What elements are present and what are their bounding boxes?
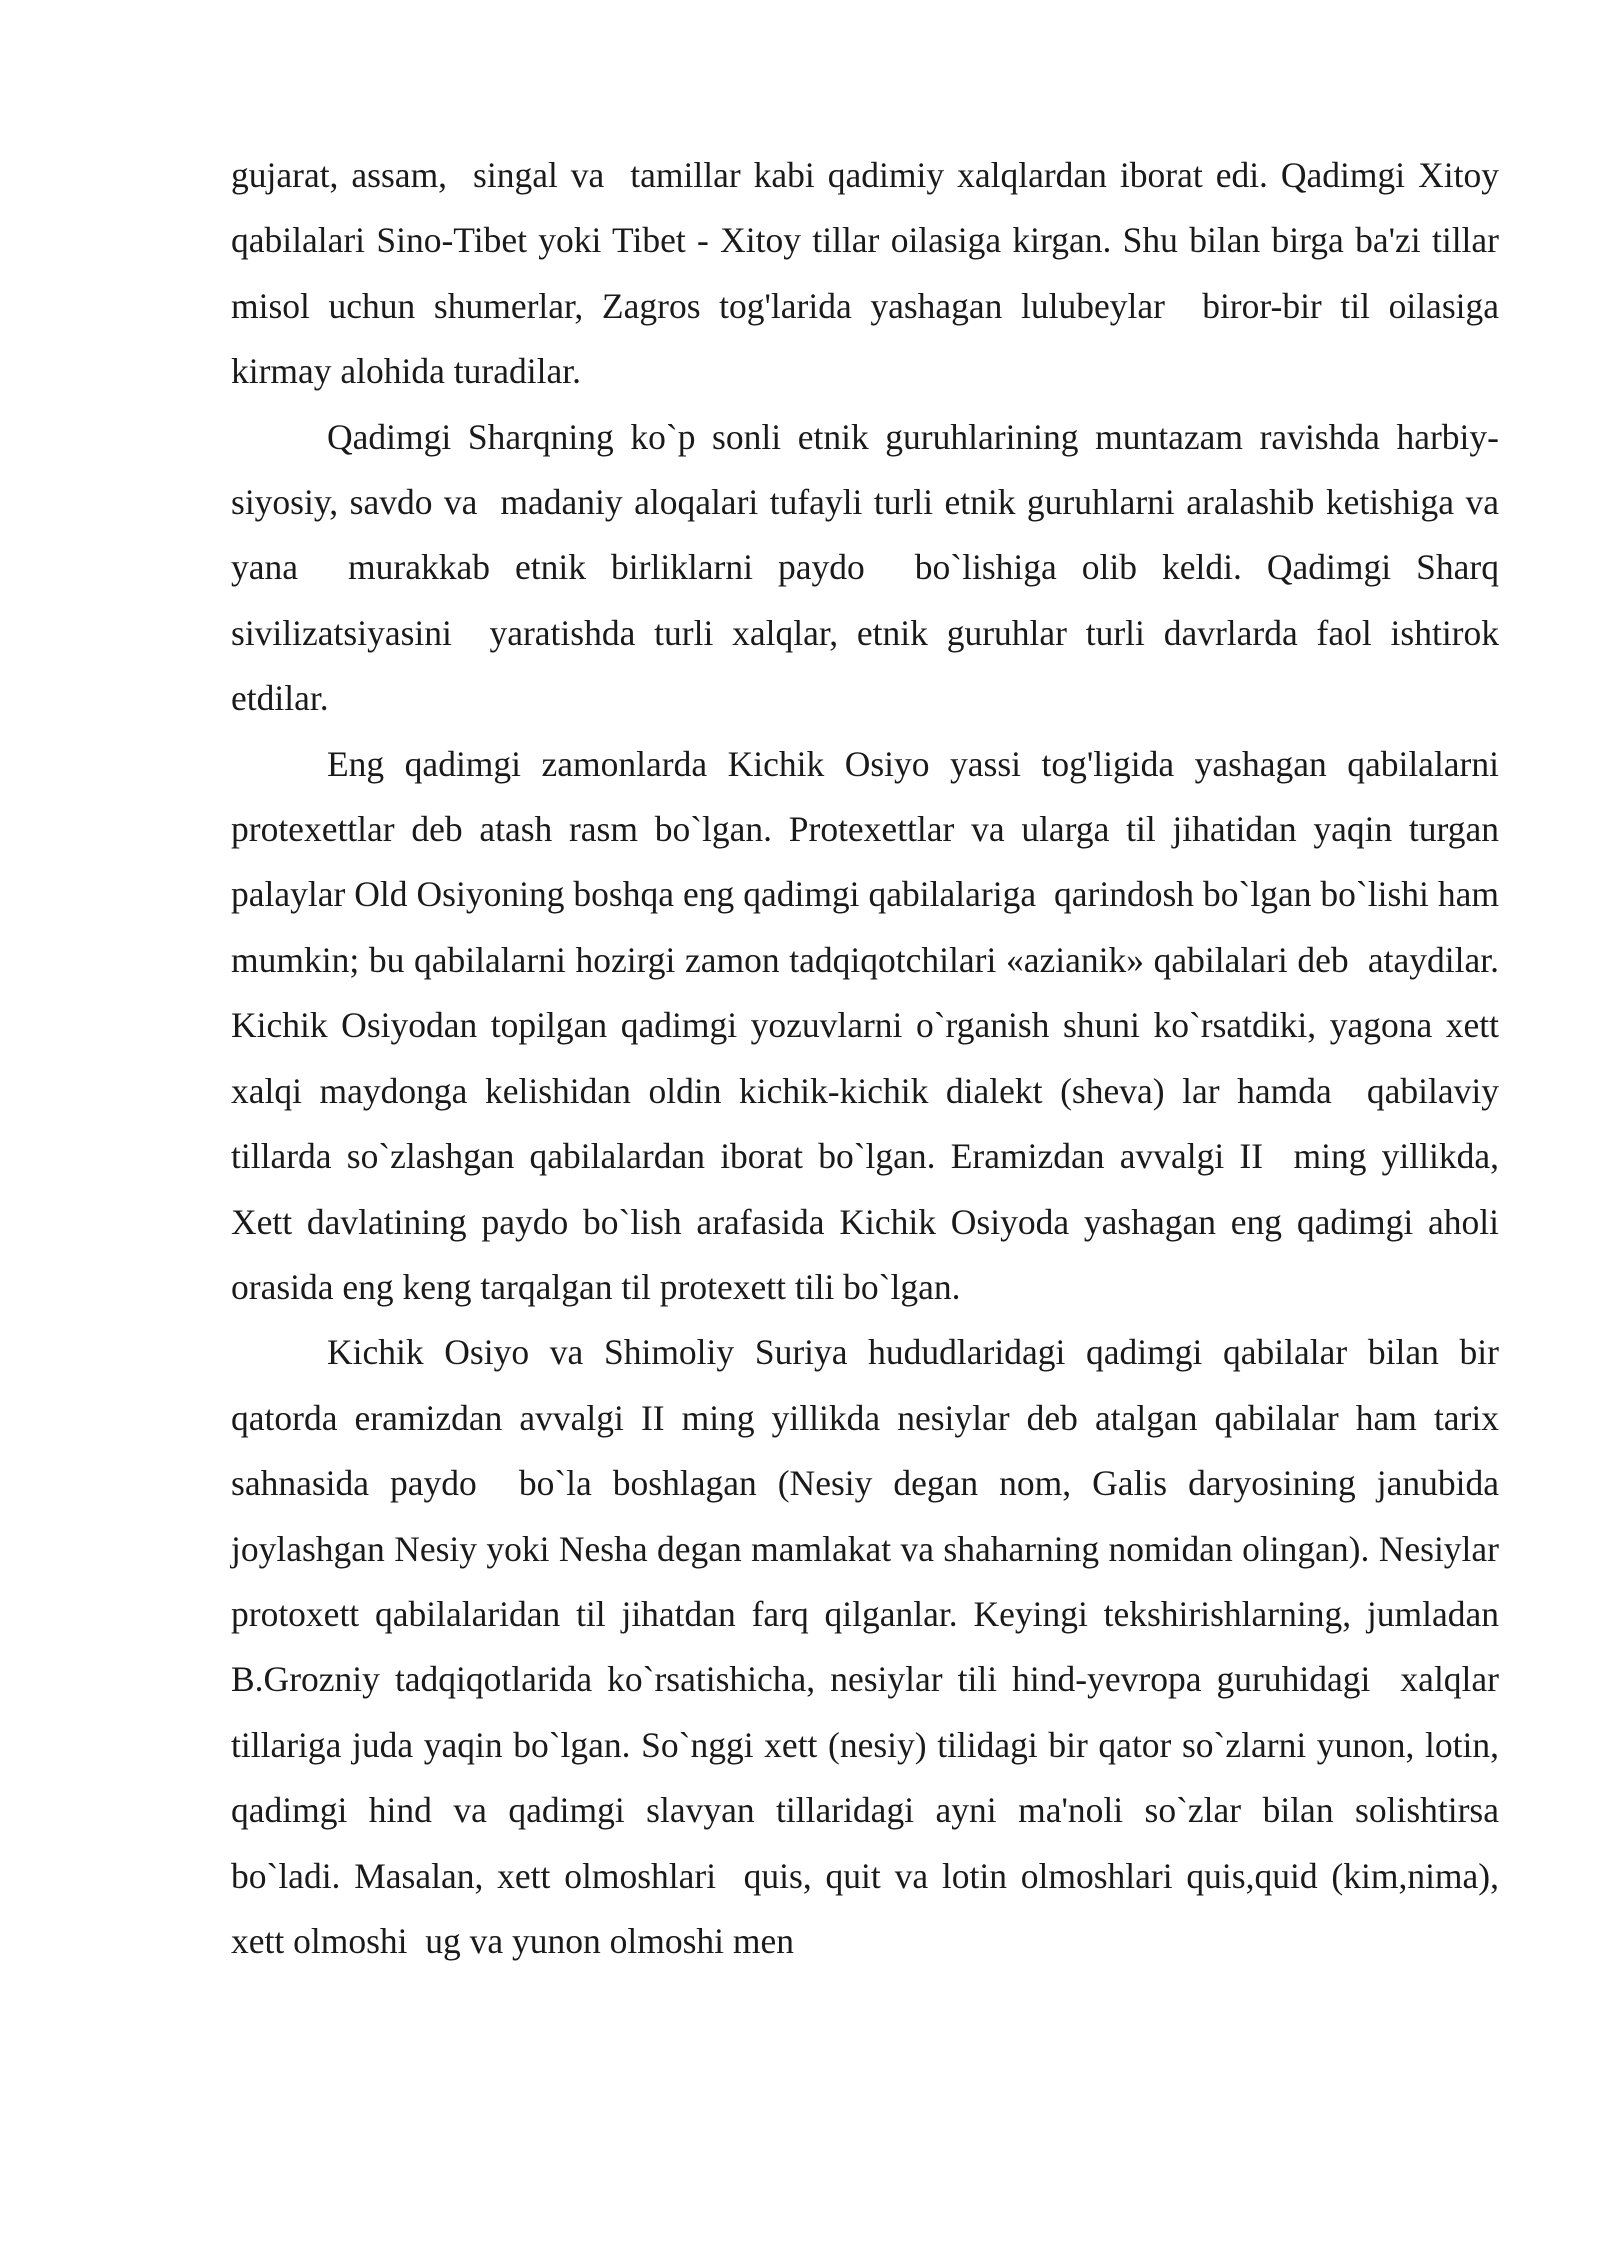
paragraph-4: Kichik Osiyo va Shimoliy Suriya hududlaridagi qadimgi qabilalar bilan bir qatorda eramizdan avvalgi II ming yillikda nesiylar deb atalgan qabilalar ham tarix sahnasida paydo bo`la boshlagan (Nesiy degan nom, Galis daryosining janubida joylashgan Nesiy yoki Nesha degan mamlakat va shaharning nomidan olingan). Nesiylar protoxett qabilalaridan til jihatdan farq qilganlar. Keyingi tekshirishlarning, jumladan B.Grozniy tadqiqotlarida ko`rsatishicha, nesiylar tili hind-yevropa guruhidagi xalqlar tillariga juda yaqin bo`lgan. So`nggi xett (nesiy) tilidagi bir qator so`zlarni yunon, lotin, qadimgi hind va qadimgi slavyan tillaridagi ayni ma'noli so`zlar bilan solishtirsa bo`ladi. Masalan, xett olmoshlari quis, quit va lotin olmoshlari quis,quid (kim,nima), xett olmoshi ug va yunon olmoshi men [231,1332,1517,1961]
document-body [231,143,1517,1974]
paragraph-3: Eng qadimgi zamonlarda Kichik Osiyo yassi tog'ligida yashagan qabilalarni protexettlar deb atash rasm bo`lgan. Protexettlar va ularga til jihatidan yaqin turgan palaylar Old Osiyoning boshqa eng qadimgi qabilalariga qarindosh bo`lgan bo`lishi ham mumkin; bu qabilalarni hozirgi zamon tadqiqotchilari «azianik» qabilalari deb ataydilar. Kichik Osiyodan topilgan qadimgi yozuvlarni o`rganish shuni ko`rsatdiki, yagona xett xalqi maydonga kelishidan oldin kichik-kichik dialekt (sheva) lar hamda qabilaviy tillarda so`zlashgan qabilalardan iborat bo`lgan. Eramizdan avvalgi II ming yillikda, Xett davlatining paydo bo`lish arafasida Kichik Osiyoda yashagan eng qadimgi aholi orasida eng keng tarqalgan til protexett tili bo`lgan. [231,743,1508,1307]
paragraph-2: Qadimgi Sharqning ko`p sonli etnik guruhlarining muntazam ravishda harbiy-siyosiy, savdo va madaniy aloqalari tufayli turli etnik guruhlarni aralashib ketishiga va yana murakkab etnik birliklarni paydo bo`lishiga olib keldi. Qadimgi Sharq sivilizatsiyasini yaratishda turli xalqlar, etnik guruhlar turli davrlarda faol ishtirok etdilar. [231,416,1517,719]
paragraph-1: gujarat, assam, singal va tamillar kabi qadimiy xalqlardan iborat edi. Qadimgi Xitoy qabilalari Sino-Tibet yoki Tibet - Xitoy tillar oilasiga kirgan. Shu bilan birga ba'zi tillar misol uchun shumerlar, Zagros tog'larida yashagan lulubeylar biror-bir til oilasiga kirmay alohida turadilar. [231,155,1508,392]
